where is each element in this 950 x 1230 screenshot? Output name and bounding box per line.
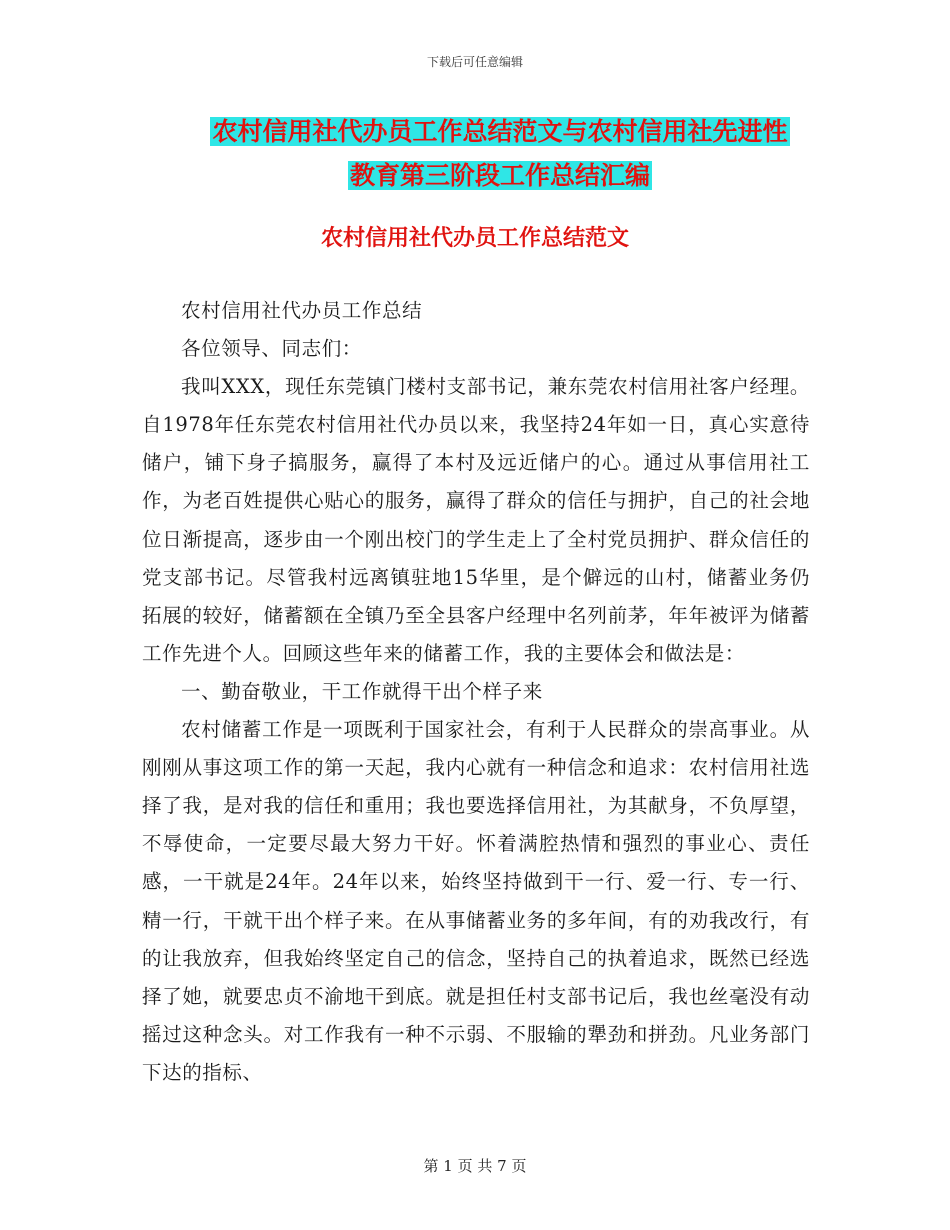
page-footer: 第 1 页 共 7 页 xyxy=(423,1157,527,1175)
paragraph: 一、勤奋敬业，干工作就得干出个样子来 xyxy=(181,679,543,703)
body-text xyxy=(142,292,810,1092)
paragraph: 农村信用社代办员工作总结 xyxy=(181,299,423,322)
document-title-line2: 教育第三阶段工作总结汇编 xyxy=(349,161,650,190)
paragraph: 农村储蓄工作是一项既利于国家社会，有利于人民群众的崇高事业。从刚刚从事这项工作的第一天起，我内心就有一种信念和追求：农村信用社选择了我，是对我的信任和重用；我也要选择信用社，为其献身，不负厚望，不辱使命，一定要尽最大努力干好。怀着满腔热情和强烈的事业心、责任感，一干就是24年。24年以来，始终坚持做到干一行、爱一行、专一行、精一行，干就干出个样子来。在从事储蓄业务的多年间，有的劝我改行，有的让我放弃，但我始终坚定自己的信念，坚持自己的执着追求，既然已经选择了她，就要忠贞不渝地干到底。就是担任村支部书记后，我也丝毫没有动摇过这种念头。对工作我有一种不示弱、不服输的犟劲和拼劲。凡业务部门下达的指标、 xyxy=(142,718,810,1084)
document-title-line1: 农村信用社代办员工作总结范文与农村信用社先进性 xyxy=(212,117,788,146)
document-title xyxy=(140,110,860,198)
paragraph: 各位领导、同志们： xyxy=(181,337,362,361)
header-note: 下载后可任意编辑 xyxy=(426,55,523,69)
section-title: 农村信用社代办员工作总结范文 xyxy=(320,226,629,251)
paragraph: 我叫XXX，现任东莞镇门楼村支部书记，兼东莞农村信用社客户经理。自1978年任东莞农村信用社代办员以来，我坚持24年如一日，真心实意待储户，铺下身子搞服务，赢得了本村及远近储户的心。通过从事信用社工作，为老百姓提供心贴心的服务，赢得了群众的信任与拥护，自己的社会地位日渐提高，逐步由一个刚出校门的学生走上了全村党员拥护、群众信任的党支部书记。尽管我村远离镇驻地15华里，是个僻远的山村，储蓄业务仍拓展的较好，储蓄额在全镇乃至全县客户经理中名列前茅，年年被评为储蓄工作先进个人。回顾这些年来的储蓄工作，我的主要体会和做法是： xyxy=(142,375,810,665)
